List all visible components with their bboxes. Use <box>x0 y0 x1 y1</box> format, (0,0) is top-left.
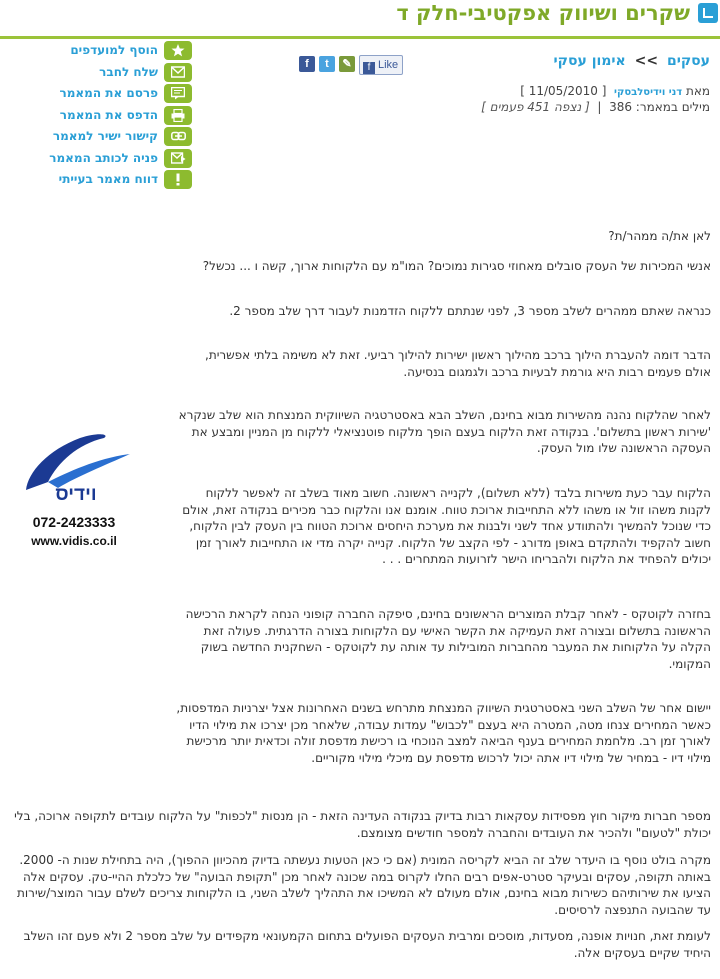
bookmark-icon[interactable]: ✎ <box>339 56 355 72</box>
action-label: קישור ישיר למאמר <box>52 129 158 143</box>
ad-phone: 072-2423333 <box>32 514 116 530</box>
facebook-icon[interactable]: f <box>299 56 315 72</box>
action-label: הדפס את המאמר <box>59 107 158 122</box>
title-bar <box>0 0 720 39</box>
action-label: פרסם את המאמר <box>59 86 158 100</box>
facebook-f-icon: f <box>363 62 375 74</box>
page-title: שקרים ושיווק אפקטיבי-חלק ד <box>396 1 690 25</box>
action-direct-link[interactable] <box>0 126 194 148</box>
breadcrumb-item-business[interactable]: עסקים <box>666 53 710 69</box>
word-count: מילים במאמר: 386 <box>609 100 710 114</box>
twitter-icon[interactable]: t <box>319 56 335 72</box>
vidis-logo-swoosh <box>18 432 130 492</box>
like-label: Like <box>378 59 399 71</box>
action-label: הוסף למועדפים <box>70 43 158 57</box>
article-date: [ 11/05/2010 ] <box>520 84 607 98</box>
article-paragraph: כנראה שאתם ממהרים לשלב מספר 3, לפני שנתתם ללקוח הזדמנות לעבור דרך שלב מספר 2. <box>229 304 711 318</box>
meta-line: מילים במאמר: 386 | [ נצפה 451 פעמים ] <box>481 100 710 114</box>
author-prefix: מאת <box>685 84 710 98</box>
ad-url: www.vidis.co.il <box>31 534 117 548</box>
view-count: [ נצפה 451 פעמים ] <box>481 100 590 114</box>
article-paragraph: לאן את/ה ממהר/ת? <box>608 229 711 243</box>
author-link[interactable]: דני וידיסלבסקי <box>614 87 683 98</box>
action-label: דווח מאמר בעייתי <box>58 172 158 186</box>
breadcrumb-separator: >> <box>634 53 659 69</box>
mail-forward-icon <box>164 149 192 168</box>
link-icon <box>164 127 192 146</box>
breadcrumb-item-coaching[interactable]: אימון עסקי <box>553 53 626 69</box>
article-paragraph: לאחר שהלקוח נהנה מהשירות מבוא בחינם, השלב הבא באסטרטגיה השיווקית המנצחת הוא שלב שנקרא 'שירות ראשון בתשלום'. בנקודה זאת הלקוח בעצם הופך מלקוח פוטנציאלי ללקוח מן המניין ומבצע את העסקה הראשונה שלו מול העסק. <box>178 408 711 455</box>
action-add-favorites[interactable] <box>0 40 194 62</box>
printer-icon <box>164 106 192 125</box>
article-paragraph: בחזרה לקוטקס - לאחר קבלת המוצרים הראשונים בחינם, סיפקה החברה קופוני הנחה לקראת הרכישה הראשונה בתשלום ובצורה זאת העמיקה את הקשר האישי עם הלקוחות בצורה הדרגתית. פעולה זאת הקלה על הלקוחות את המעבר מהחברות המובילות עד אותה עת לקוטקס - השחקנית החדשה בשוק המקומי. <box>185 607 711 671</box>
article-paragraph: לעומת זאת, חנויות אופנה, מסעדות, מוסכים ומרבית העסקים הפועלים בתחום הקמעונאי מקפידים על שלב מספר 2 ולא פעם זהו השלב היחיד שקיים בעסקים אלה. <box>23 929 711 960</box>
article-paragraph: הלקוח עבר כעת משירות בלבד (ללא תשלום), לקנייה ראשונה. חשוב מאוד בשלב זה לאפשר ללקוח לקנות משהו זול או משהו ללא התחייבות ארוכת טווח. אומנם אנו והלקוח כבר מכירים בנקודה זאת, אולם כדי שנוכל להמשיך ולהתוודע אחד לשני ולבנות את מערכת היחסים ארוכת הטווח בין העסק לבין הלקוח, חשוב להקפיד ולהתקדם באופן מדורג - לפי הקצב של הלקוח. קנייה יקרה מדי או התחייבות לאורך זמן יכולים להפחיד את הלקוח ולהבריחו הישר לזרועות המתחרים . . . <box>182 486 711 566</box>
star-icon <box>164 41 192 60</box>
author-line <box>520 84 710 98</box>
publish-icon <box>164 84 192 103</box>
ad-brand: וידיס <box>55 484 97 505</box>
article-paragraph: יישום אחר של השלב השני באסטרטגית השיווק המנצחת מתרחש בשנים האחרונות אצל יצרניות המדפסות, כאשר המחירים צנחו מטה, המטרה היא בעצם "לכבוש" עמדות עבודה, שלאחר מכן יצרכו את מילוי הדיו לאורך זמן רב. מלחמת המחירים בענף הביאה למצב הנוכחי בו רכישת מדפסת זולה וכדאית יותר מרכישת מילוי דיו - במחיר של מילוי דיו אתה יכול לרכוש מדפסת עם מיכלי מילוי מקוריים. <box>176 701 711 765</box>
article-paragraph: מספר חברות מיקור חוץ מפסידות עסקאות רבות בדיוק בנקודה העדינה הזאת - הן מנסות "לכפות" על הלקוח עובדים לתקופה ארוכה, בלי יכולת "לטעום" ולהכיר את העובדים והחברה למספר חודשים מצומצם. <box>14 809 711 840</box>
breadcrumb <box>554 53 710 69</box>
envelope-icon <box>164 63 192 82</box>
facebook-like-button[interactable] <box>359 55 403 75</box>
action-send-friend[interactable] <box>0 62 194 84</box>
article-paragraph: אנשי המכירות של העסק סובלים מאחוזי סגירות נמוכים? המו"מ עם הלקוחות ארוך, קשה ו ... נכשל? <box>202 259 711 273</box>
action-contact-author[interactable] <box>0 148 194 170</box>
action-label: שלח לחבר <box>99 64 158 79</box>
vidis-advertisement[interactable] <box>18 432 130 552</box>
exclamation-icon <box>164 170 192 189</box>
article-actions-menu <box>0 40 194 191</box>
article-paragraph: מקרה בולט נוסף בו היעדר שלב זה הביא לקריסה המונית (אם כי כאן הטעות נעשתה בדיוק מהכיוון ההפוך), היה בתחילת שנות ה- 2000. באותה תקופה, עסקים ובעיקר סטרט-אפים רבים החלו לקרוס במה שכונה לאחר מכן "תקופת הבועה" של כלכלת ההיי-טק. עסקים אלה הציעו את שירותיהם כשירות מבוא בחינם, אולם מעולם לא המשיכו את התהליך לשלב השני, בו הלקוחות צריכים לשלם עבור המוצר/שירות עד שהבועה התנפצה לרסיסים. <box>17 853 711 917</box>
action-publish-article[interactable] <box>0 83 194 105</box>
article-paragraph: הדבר דומה להעברת הילוך ברכב מהילוך ראשון ישירות להילוך רביעי. זאת לא משימה בלתי אפשרית, אולם פעמים רבות היא גורמת לבעיות ברכב ולגמגום בנסיעה. <box>205 348 711 379</box>
action-report-article[interactable] <box>0 169 194 191</box>
article-arrow-icon <box>698 3 718 23</box>
action-label: פניה לכותב המאמר <box>49 150 158 165</box>
action-print-article[interactable] <box>0 105 194 127</box>
